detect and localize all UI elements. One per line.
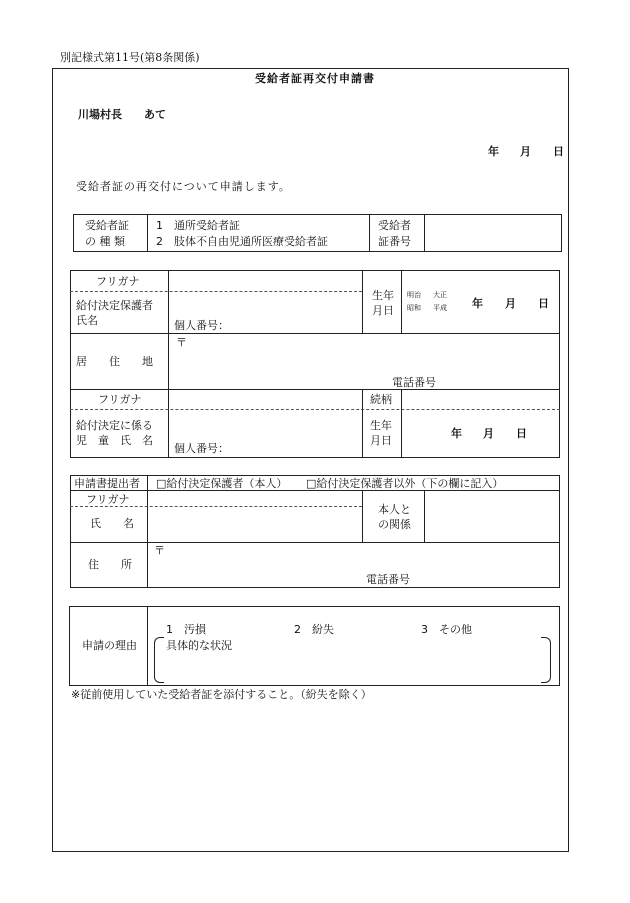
certificate-type-label-2: の 種 類 <box>85 235 125 248</box>
submitter-name-field[interactable] <box>152 512 352 532</box>
reason-option-2[interactable]: 2 紛失 <box>294 623 334 636</box>
guardian-birth-day: 日 <box>538 297 549 310</box>
footnote: ※従前使用していた受給者証を添付すること。（紛失を除く） <box>71 688 372 701</box>
submitter-furigana-field[interactable] <box>152 494 352 506</box>
guardian-birth-label-1: 生年 <box>372 289 394 302</box>
child-birth-year: 年 <box>451 427 462 440</box>
date-day-label: 日 <box>553 145 564 158</box>
child-personal-number-label: 個人番号： <box>174 442 229 455</box>
certificate-type-label-1: 受給者証 <box>85 219 129 232</box>
guardian-name-label-2: 氏名 <box>76 314 98 327</box>
submitter-relation-label-2: の関係 <box>378 518 411 531</box>
date-year-label: 年 <box>488 145 499 158</box>
era-showa[interactable]: 昭和 <box>407 304 421 312</box>
child-birth-day: 日 <box>516 427 527 440</box>
child-name-label-1: 給付決定に係る <box>76 419 153 432</box>
submitter-relation-label-1: 本人と <box>378 503 411 516</box>
child-furigana-label: フリガナ <box>98 393 142 406</box>
guardian-phone-label: 電話番号 <box>392 376 436 389</box>
guardian-birth-year: 年 <box>472 297 483 310</box>
child-name-label-2: 児 童 氏 名 <box>76 434 153 447</box>
guardian-name-label-1: 給付決定保護者 <box>76 299 153 312</box>
certificate-option-2[interactable]: 2 肢体不自由児通所医療受給者証 <box>156 235 328 248</box>
addressee: 川場村長 あて <box>78 108 166 121</box>
reason-option-3[interactable]: 3 その他 <box>421 623 472 636</box>
request-statement: 受給者証の再交付について申請します。 <box>76 180 291 193</box>
child-birth-month: 月 <box>483 427 494 440</box>
submitter-postal-mark: 〒 <box>154 544 165 557</box>
reason-detail-label: 具体的な状況 <box>166 639 232 652</box>
submitter-furigana-label: フリガナ <box>86 493 130 506</box>
detail-left-bracket <box>154 637 164 683</box>
form-title: 受給者証再交付申請書 <box>255 72 375 85</box>
relation-label: 続柄 <box>370 393 392 406</box>
era-heisei[interactable]: 平成 <box>433 304 447 312</box>
certificate-number-label-1: 受給者 <box>378 219 411 232</box>
detail-right-bracket <box>541 637 551 683</box>
form-number: 別記様式第11号(第8条関係) <box>60 51 200 64</box>
guardian-furigana-field[interactable] <box>174 276 354 288</box>
child-birth-label-2: 月日 <box>370 434 392 447</box>
date-month-label: 月 <box>520 145 531 158</box>
certificate-number-label-2: 証番号 <box>378 235 411 248</box>
submitter-option-guardian[interactable]: □給付決定保護者（本人） <box>156 477 288 490</box>
era-meiji[interactable]: 明治 <box>407 291 421 299</box>
guardian-birth-month: 月 <box>505 297 516 310</box>
reason-detail-field[interactable] <box>168 654 536 680</box>
guardian-birth-label-2: 月日 <box>372 304 394 317</box>
address-label: 居 住 地 <box>76 355 153 368</box>
era-taisho[interactable]: 大正 <box>433 291 447 299</box>
postal-mark: 〒 <box>176 336 187 349</box>
guardian-furigana-label: フリガナ <box>96 275 140 288</box>
guardian-personal-number-label: 個人番号： <box>174 319 229 332</box>
submitter-phone-label: 電話番号 <box>366 573 410 586</box>
reason-label: 申請の理由 <box>82 639 137 652</box>
child-birth-label-1: 生年 <box>370 419 392 432</box>
submitter-name-label: 氏 名 <box>90 517 134 530</box>
submitter-option-other[interactable]: □給付決定保護者以外（下の欄に記入） <box>306 477 504 490</box>
submitter-label: 申請書提出者 <box>74 477 140 490</box>
reason-option-1[interactable]: 1 汚損 <box>166 623 206 636</box>
submitter-address-label: 住 所 <box>88 558 132 571</box>
certificate-option-1[interactable]: 1 通所受給者証 <box>156 219 240 232</box>
